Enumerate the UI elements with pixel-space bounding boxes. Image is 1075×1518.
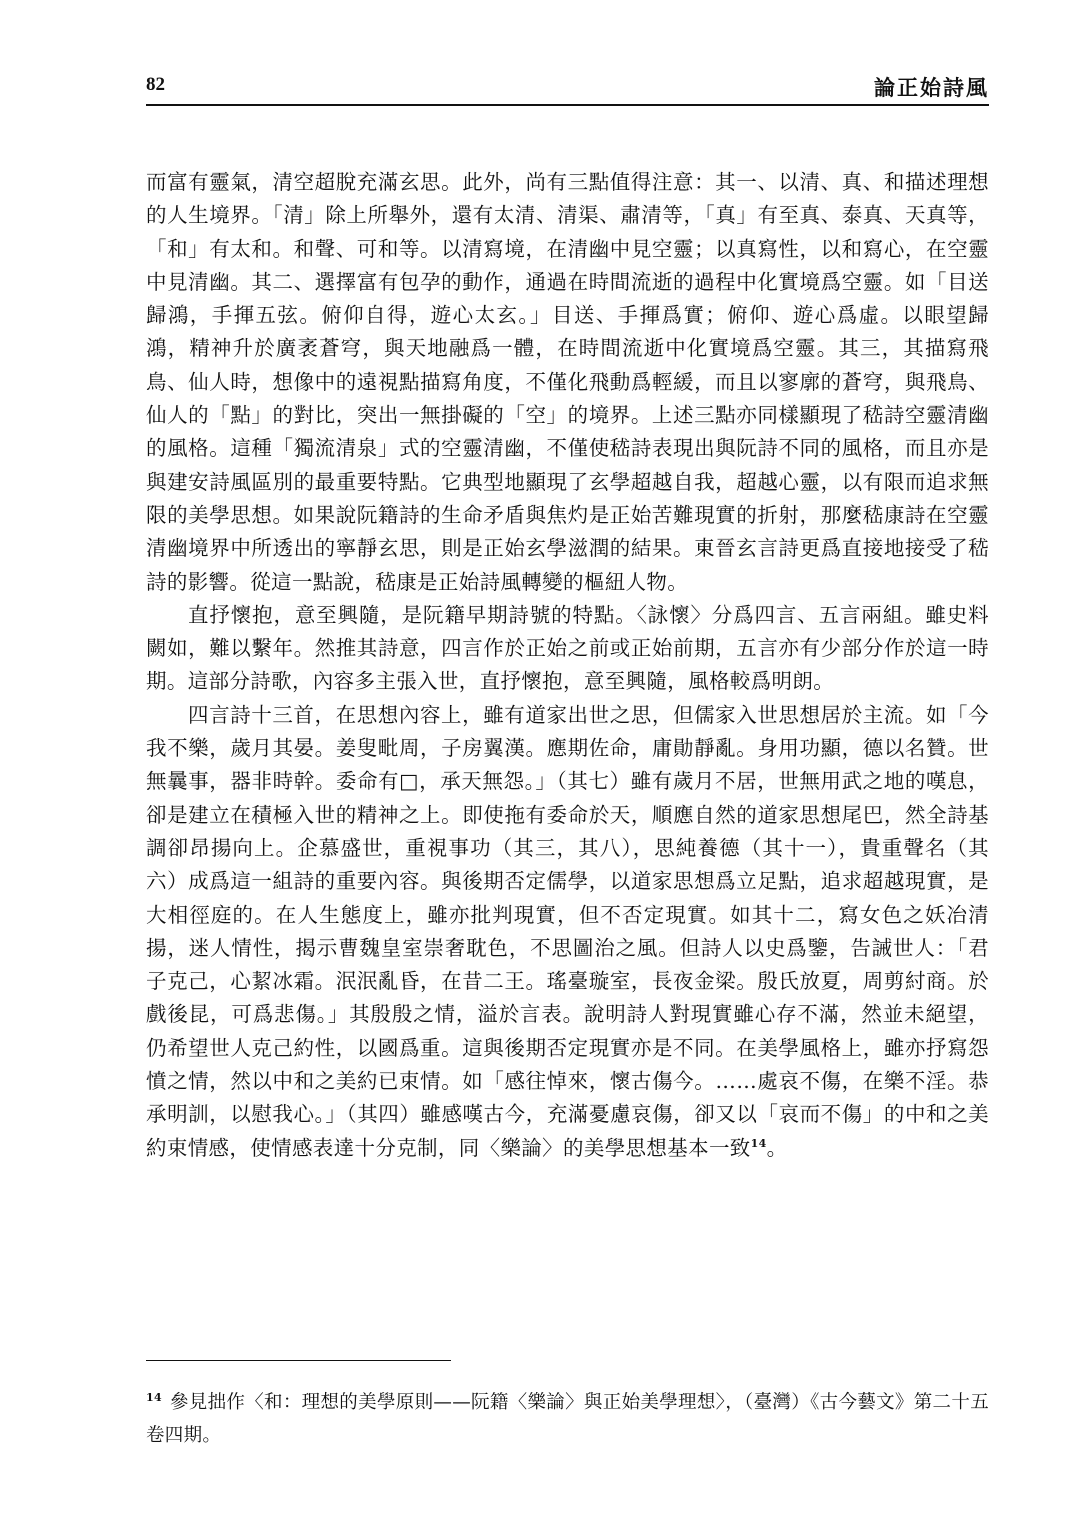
paragraph-3-end: 。 <box>766 1135 788 1160</box>
paragraph-1: 而富有靈氣，清空超脫充滿玄思。此外，尚有三點值得注意：其一、以清、真、和描述理想的人生境界。「清」除上所舉外，還有太清、清渠、肅清等，「真」有至真、泰真、天真等，「和」有太和。和聲、可和等。以清寫境，在清幽中見空靈；以真寫性，以和寫心，在空靈中見清幽。其二、選擇富有包孕的動作，通過在時間流逝的過程中化實境爲空靈。如「目送歸鴻，手揮五弦。俯仰自得，遊心太玄。」目送、手揮爲實；俯仰、遊心爲虛。以眼望歸鴻，精神升於廣袤蒼穹，與天地融爲一體，在時間流逝中化實境爲空靈。其三，其描寫飛鳥、仙人時，想像中的遠視點描寫角度，不僅化飛動爲輕緩，而且以寥廓的蒼穹，與飛鳥、仙人的「點」的對比，突出一無掛礙的「空」的境界。上述三點亦同樣顯現了嵇詩空靈清幽的風格。這種「獨流清泉」式的空靈清幽，不僅使嵇詩表現出與阮詩不同的風格，而且亦是與建安詩風區別的最重要特點。它典型地顯現了玄學超越自我，超越心靈，以有限而追求無限的美學思想。如果說阮籍詩的生命矛盾與焦灼是正始苦難現實的折射，那麼嵇康詩在空靈清幽境界中所透出的寧靜玄思，則是正始玄學滋潤的結果。東晉玄言詩更爲直接地接受了嵇詩的影響。從這一點說，嵇康是正始詩風轉變的樞紐人物。 <box>146 170 989 594</box>
paragraph-3 <box>146 699 989 1165</box>
footnote-divider <box>146 1360 451 1361</box>
footnote-mark: 14 <box>146 1390 162 1404</box>
footnote <box>146 1386 989 1452</box>
body-text <box>146 166 989 1165</box>
footnote-reference: 14 <box>750 1136 767 1150</box>
running-title: 論正始詩風 <box>874 75 989 100</box>
page-header <box>146 64 989 106</box>
paragraph-3-text: 四言詩十三首，在思想內容上，雖有道家出世之思，但儒家入世思想居於主流。如「今我不樂，歲月其晏。姜叟毗周，子房翼漢。應期佐命，庸勛靜亂。身用功顯，德以名贊。世無曩事，器非時幹。委命有□，承天無怨。」（其七）雖有歲月不居，世無用武之地的嘆息，卻是建立在積極入世的精神之上。即使拖有委命於天，順應自然的道家思想尾巴，然全詩基調卻昂揚向上。企慕盛世，重視事功（其三，其八），思純養德（其十一），貴重聲名（其六）成爲這一組詩的重要內容。與後期否定儒學，以道家思想爲立足點，追求超越現實，是大相徑庭的。在人生態度上，雖亦批判現實，但不否定現實。如其十二，寫女色之妖冶清揚，迷人情性，揭示曹魏皇室崇奢耽色，不思圖治之風。但詩人以史爲鑒，告誡世人：「君子克己，心絜冰霜。泯泯亂昏，在昔二王。瑤臺璇室，長夜金梁。殷氏放夏，周剪紂商。於戲後昆，可爲悲傷。」其殷殷之情，溢於言表。說明詩人對現實雖心存不滿，然並未絕望，仍希望世人克己約性，以國爲重。這與後期否定現實亦是不同。在美學風格上，雖亦抒寫怨憤之情，然以中和之美約已束情。如「感往悼來，懷古傷今。……處哀不傷，在樂不淫。恭承明訓，以慰我心。」（其四）雖感嘆古今，充滿憂慮哀傷，卻又以「哀而不傷」的中和之美約束情感，使情感表達十分克制，同〈樂論〉的美學思想基本一致 <box>146 702 989 1160</box>
footnote-text: 參見拙作〈和：理想的美學原則——阮籍〈樂論〉與正始美學理想〉，（臺灣）《古今藝文》第二十五卷四期。 <box>146 1392 989 1446</box>
page-number: 82 <box>146 74 165 95</box>
paragraph-2: 直抒懷抱，意至興隨，是阮籍早期詩號的特點。〈詠懷〉分爲四言、五言兩組。雖史料闕如，難以繫年。然推其詩意，四言作於正始之前或正始前期，五言亦有少部分作於這一時期。這部分詩歌，內容多主張入世，直抒懷抱，意至興隨，風格較爲明朗。 <box>146 602 989 694</box>
